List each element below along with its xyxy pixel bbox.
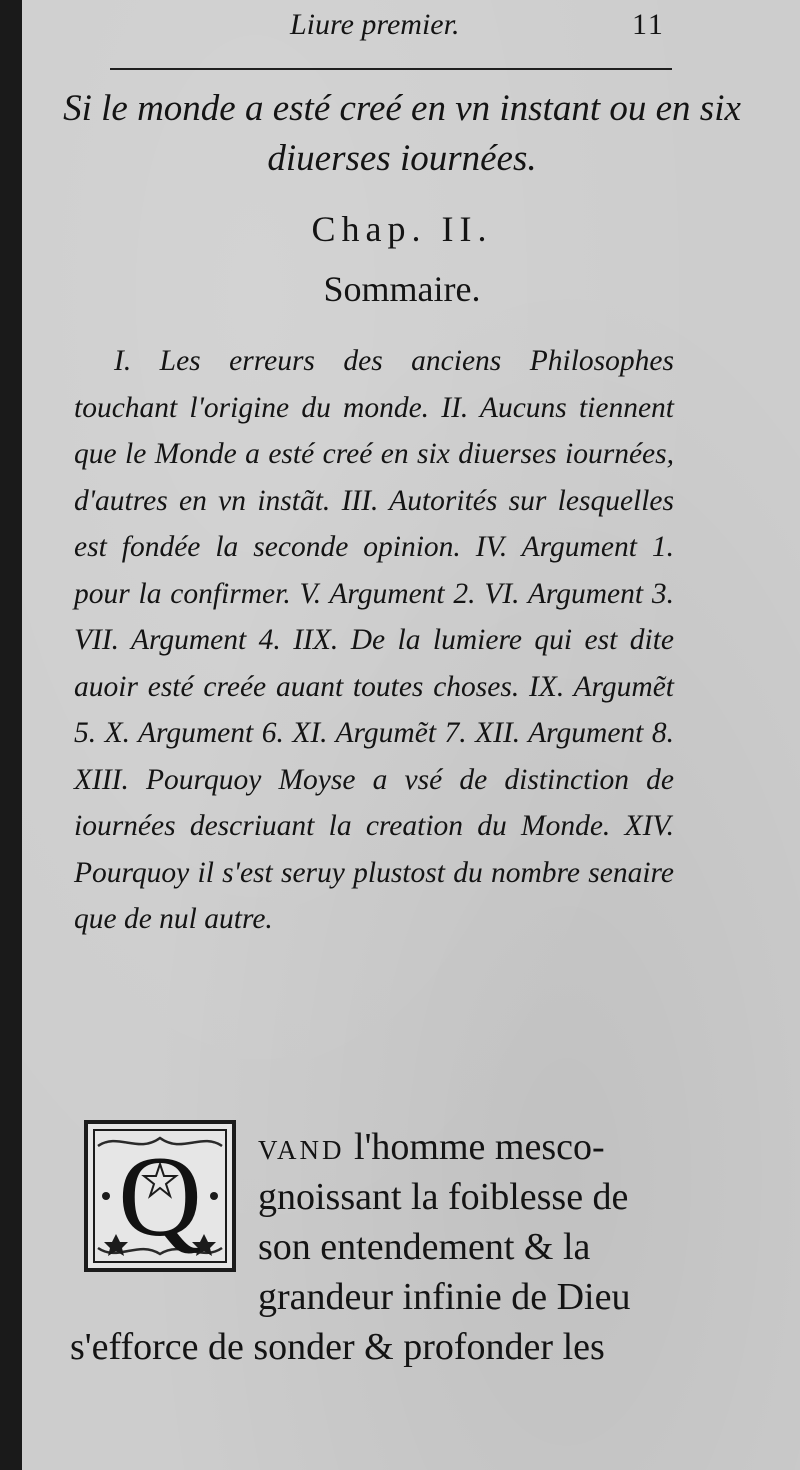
body-line: s'efforce de sonder & profonder les [70,1326,605,1368]
body-line: son entendement & la [258,1226,591,1268]
body-line-text: l'homme mesco- [344,1126,605,1168]
running-head [22,6,782,46]
decorated-initial [84,1120,236,1272]
drop-cap-letter: Q [118,1133,202,1261]
body-line: grandeur infinie de Dieu [258,1276,631,1318]
header-rule [110,68,672,70]
chapter-number: Chap. II. [311,209,493,249]
opening-word: vand [258,1126,345,1168]
summary-heading: Sommaire. [323,269,481,309]
page-number: 11 [632,8,665,41]
chapter-summary: I. Les erreurs des anciens Philosophes touchant l'origine du monde. II. Aucuns tiennent que le Monde a esté creé en six diuerses iournées, d'autres en vn instãt. III. Autorités sur lesquelles est fondée la seconde opinion. IV. Argument 1. pour la confirmer. V. Argument 2. VI. Argument 3. VII. Argument 4. IIX. De la lumiere qui est dite auoir esté creée auant toutes choses. IX. Argumẽt 5. X. Argument 6. XI. Argumẽt 7. XII. Argument 8. XIII. Pourquoy Moyse a vsé de distinction de iournées descriuant la creation du Monde. XIV. Pourquoy il s'est seruy plustost du nombre senaire que de nul autre. [74,345,674,935]
body-line [258,1122,605,1172]
body-line: gnoissant la foiblesse de [258,1176,629,1218]
chapter-title: Si le monde a esté creé en vn instant ou en six diuerses iournées. [63,88,741,179]
book-page [22,0,800,1470]
running-title: Liure premier. [290,8,460,41]
